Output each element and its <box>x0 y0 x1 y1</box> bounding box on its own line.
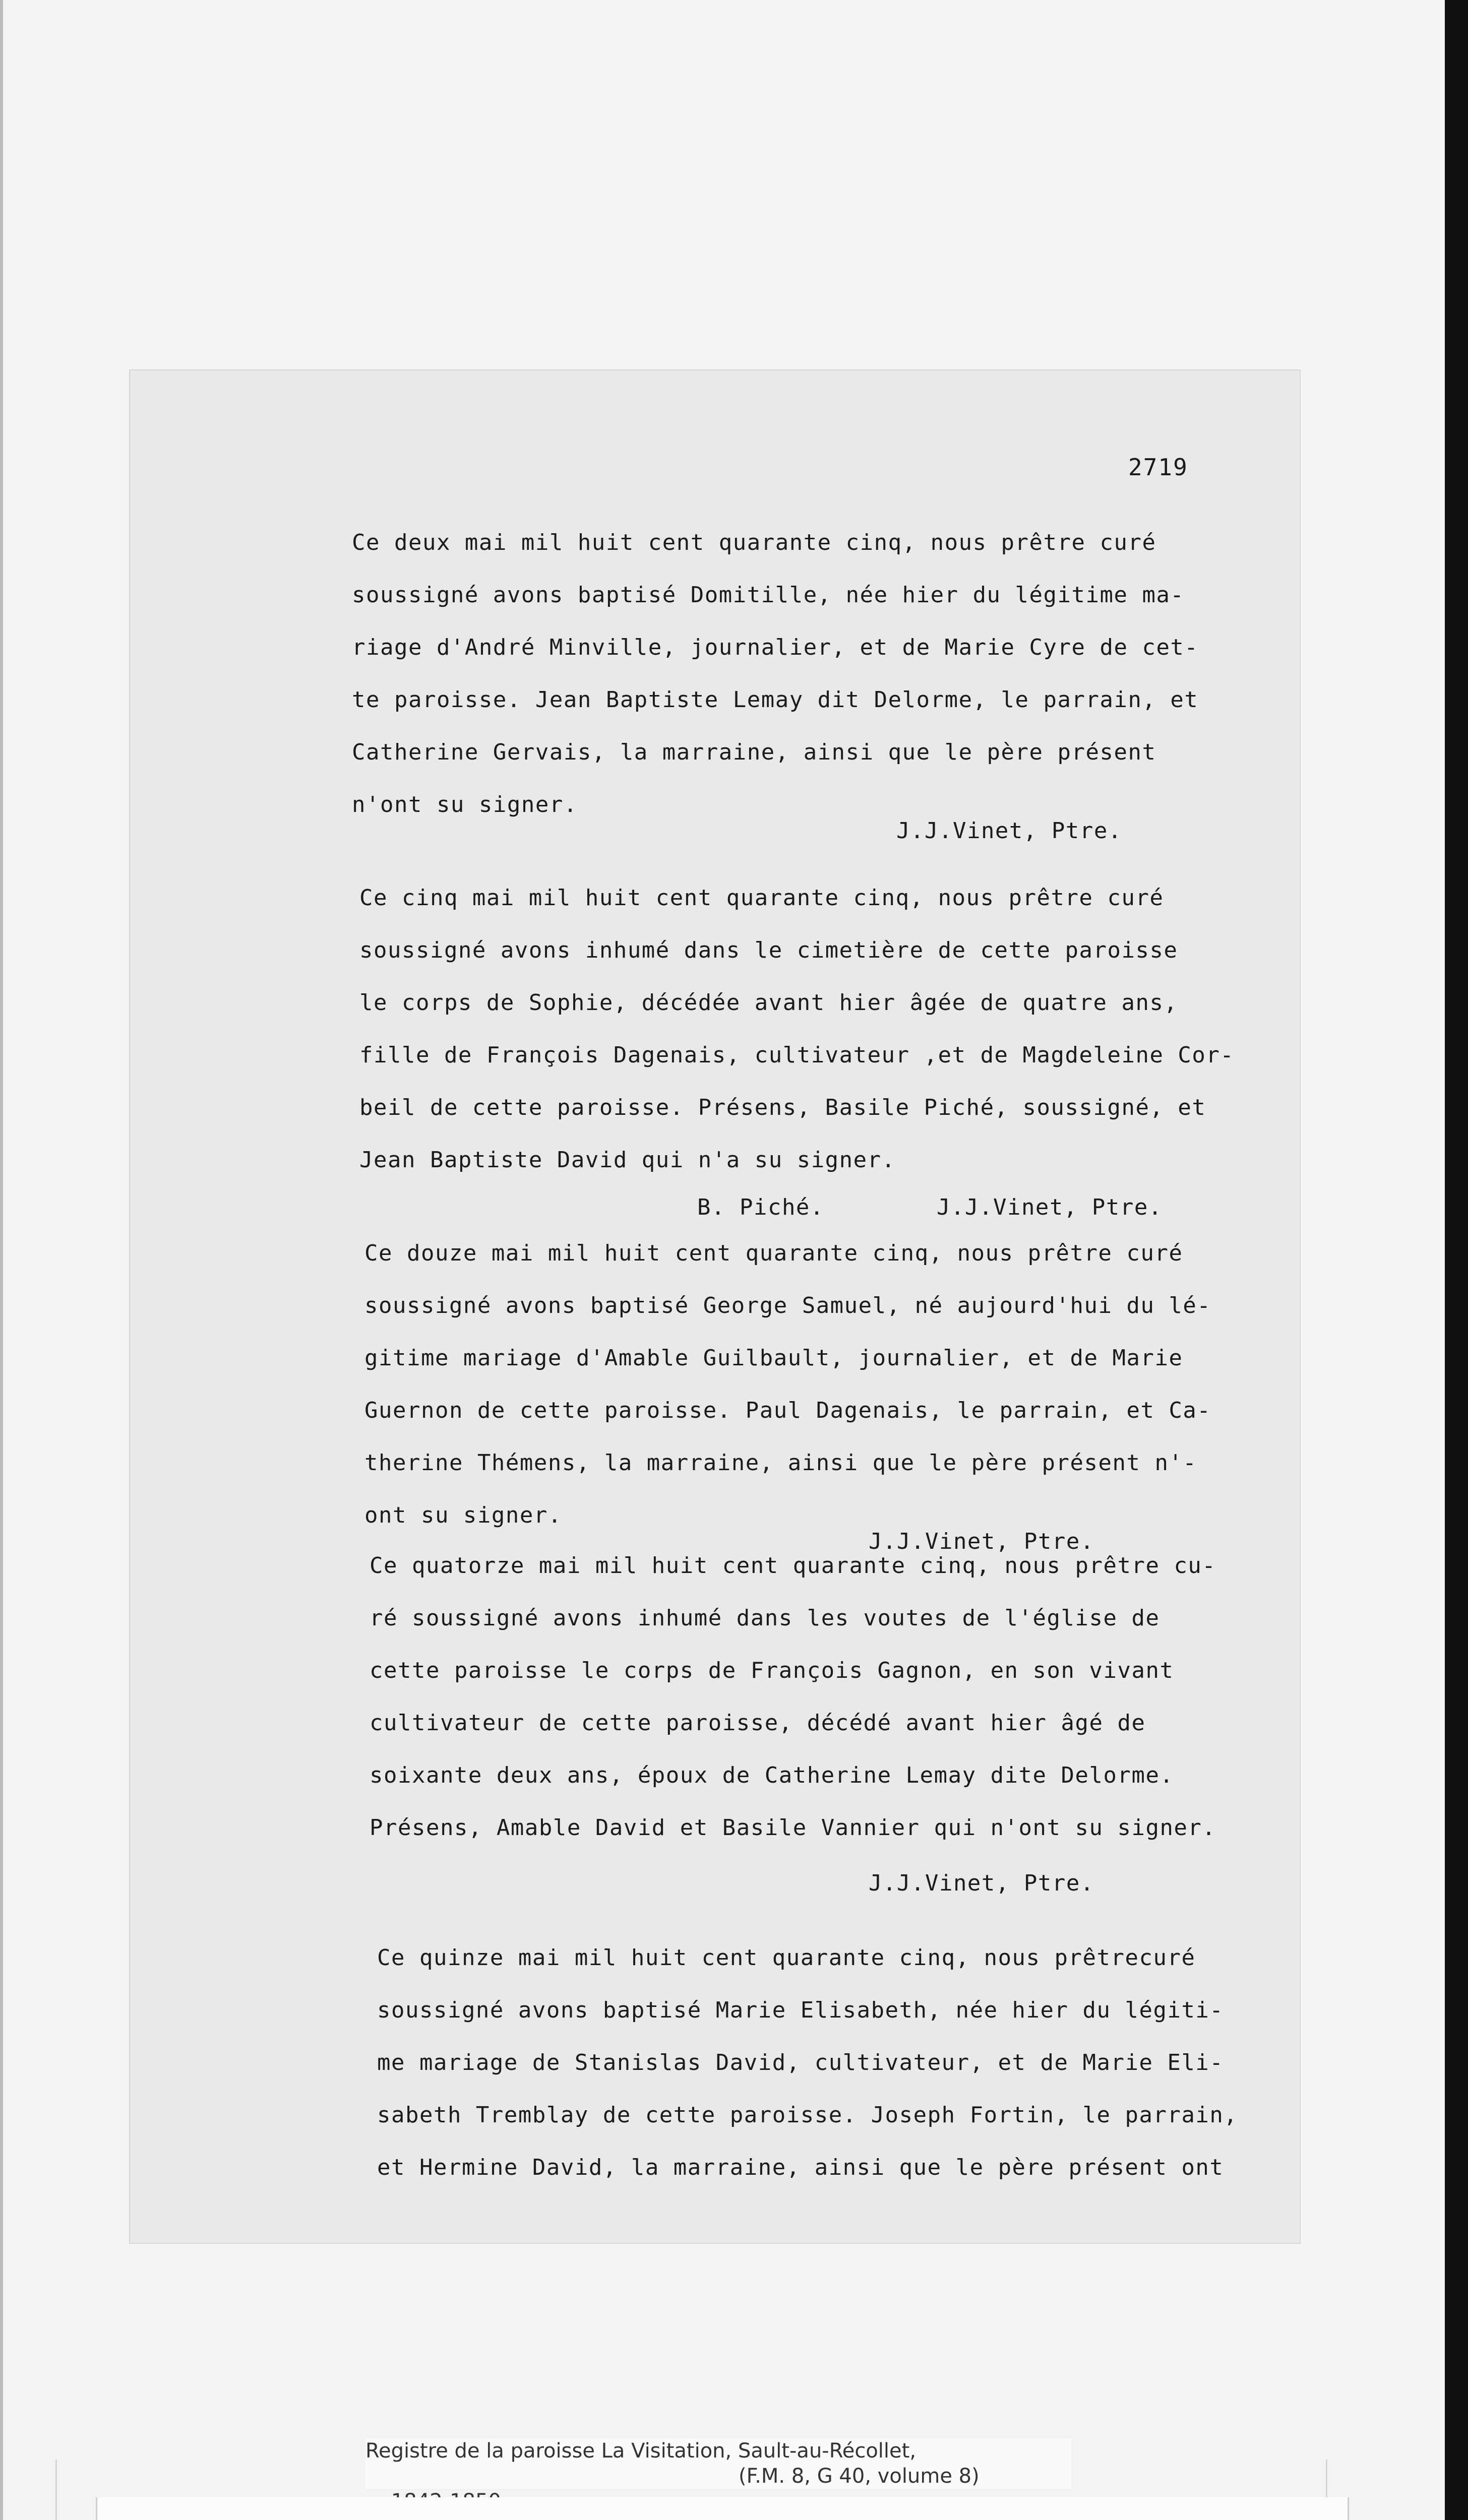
entry-line: soussigné avons baptisé Domitille, née hier du légitime ma- <box>352 582 1185 608</box>
archive-label-card <box>96 2497 1349 2520</box>
entry-line: soussigné avons baptisé Marie Elisabeth, née hier du légiti- <box>377 1997 1224 2023</box>
entry-line: Ce quinze mai mil huit cent quarante cinq, nous prêtrecuré <box>377 1945 1196 1971</box>
entry-line: Guernon de cette paroisse. Paul Dagenais, le parrain, et Ca- <box>364 1398 1211 1423</box>
entry-line: Jean Baptiste David qui n'a su signer. <box>359 1147 896 1173</box>
entry-line: beil de cette paroisse. Présens, Basile Piché, soussigné, et <box>359 1095 1206 1120</box>
film-edge-right <box>1445 0 1468 2520</box>
entry-line: Ce cinq mai mil huit cent quarante cinq, nous prêtre curé <box>359 885 1164 911</box>
priest-signature: J.J.Vinet, Ptre. <box>869 1870 1094 1896</box>
register-page <box>130 370 1300 2243</box>
caption-line-1: Registre de la paroisse La Visitation, Sault-au-Récollet, <box>365 2439 916 2463</box>
entry-line: cultivateur de cette paroisse, décédé avant hier âgé de <box>370 1710 1146 1736</box>
entry-line: Ce quatorze mai mil huit cent quarante cinq, nous prêtre cu- <box>370 1553 1216 1579</box>
entry-line: Ce douze mai mil huit cent quarante cinq, nous prêtre curé <box>364 1240 1183 1266</box>
entry-line: n'ont su signer. <box>352 792 578 817</box>
entry-line: sabeth Tremblay de cette paroisse. Joseph Fortin, le parrain, <box>377 2102 1238 2128</box>
entry-line: ré soussigné avons inhumé dans les voutes de l'église de <box>370 1605 1160 1631</box>
entry-line: Catherine Gervais, la marraine, ainsi que le père présent <box>352 739 1156 765</box>
caption-reference: (F.M. 8, G 40, volume 8) <box>739 2465 980 2488</box>
entry-line: fille de François Dagenais, cultivateur ,et de Magdeleine Cor- <box>359 1042 1235 1068</box>
entry-line: me mariage de Stanislas David, cultivateur, et de Marie Eli- <box>377 2050 1224 2075</box>
entry-line: soussigné avons baptisé George Samuel, né aujourd'hui du lé- <box>364 1293 1211 1318</box>
entry-line: gitime mariage d'Amable Guilbault, journalier, et de Marie <box>364 1345 1183 1371</box>
signature-row <box>352 805 1269 857</box>
entry-line: le corps de Sophie, décédée avant hier âgée de quatre ans, <box>359 990 1178 1016</box>
priest-signature: J.J.Vinet, Ptre. <box>869 1529 1094 1554</box>
register-entry-5 <box>377 1932 1295 2194</box>
priest-signature: J.J.Vinet, Ptre. <box>937 1194 1163 1220</box>
register-entry-2 <box>359 872 1277 1234</box>
register-entry-3 <box>364 1227 1282 1568</box>
frame-line-left <box>55 2460 57 2520</box>
page-number: 2719 <box>1128 454 1188 481</box>
entry-line: te paroisse. Jean Baptiste Lemay dit Delorme, le parrain, et <box>352 687 1199 713</box>
entry-line: cette paroisse le corps de François Gagnon, en son vivant <box>370 1658 1174 1683</box>
entry-line: soixante deux ans, époux de Catherine Lemay dite Delorme. <box>370 1762 1174 1788</box>
entry-line: Ce deux mai mil huit cent quarante cinq, nous prêtre curé <box>352 530 1156 555</box>
witness-signature: B. Piché. <box>697 1194 824 1220</box>
register-entry-4 <box>370 1540 1287 1910</box>
caption-line-2 <box>365 2464 1071 2489</box>
entry-line: ont su signer. <box>364 1502 562 1528</box>
entry-line: et Hermine David, la marraine, ainsi que le père présent ont <box>377 2155 1224 2180</box>
entry-line: therine Thémens, la marraine, ainsi que le père présent n'- <box>364 1450 1197 1476</box>
signature-row <box>359 1181 1277 1234</box>
register-entry-1 <box>352 517 1269 857</box>
entry-line: soussigné avons inhumé dans le cimetière de cette paroisse <box>359 937 1178 963</box>
archive-caption <box>365 2438 1071 2489</box>
entry-line: riage d'André Minville, journalier, et de Marie Cyre de cet- <box>352 635 1199 660</box>
entry-line: Présens, Amable David et Basile Vannier qui n'ont su signer. <box>370 1815 1216 1841</box>
priest-signature: J.J.Vinet, Ptre. <box>896 818 1122 844</box>
film-edge-left <box>0 0 3 2520</box>
signature-row <box>370 1857 1287 1910</box>
